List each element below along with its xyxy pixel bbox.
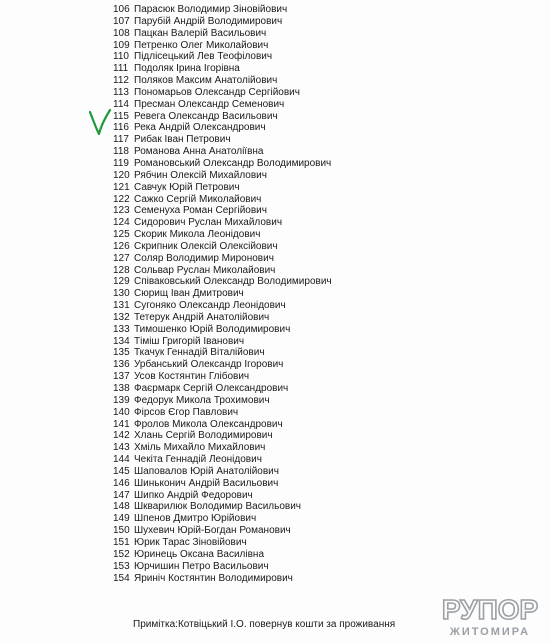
list-item bbox=[113, 87, 433, 99]
list-item bbox=[113, 134, 433, 146]
list-item-name: Рябчин Олексій Михайлович bbox=[134, 169, 267, 181]
footnote: Примітка:Котвіцький І.О. повернув кошти за проживання bbox=[133, 619, 396, 630]
list-item-number: 153 bbox=[113, 560, 130, 572]
list-item-number: 128 bbox=[113, 264, 130, 276]
list-item bbox=[113, 537, 433, 549]
list-item bbox=[113, 395, 433, 407]
list-item-name: Сугоняко Олександр Леонідович bbox=[134, 300, 286, 312]
list-item-name: Соляр Володимир Миронович bbox=[134, 252, 274, 264]
list-item-number: 113 bbox=[113, 86, 129, 98]
list-item bbox=[113, 336, 433, 348]
list-item-number: 152 bbox=[113, 548, 130, 560]
list-item bbox=[113, 501, 433, 513]
list-item-name: Федорук Микола Трохимович bbox=[134, 394, 270, 406]
list-item bbox=[113, 347, 433, 359]
list-item-name: Пономарьов Олександр Сергійович bbox=[134, 86, 300, 98]
list-item-name: Ревега Олександр Васильович bbox=[134, 110, 278, 122]
list-item-number: 148 bbox=[113, 501, 130, 513]
list-item bbox=[113, 549, 433, 561]
list-item-number: 143 bbox=[113, 442, 130, 454]
list-item bbox=[113, 99, 433, 111]
list-item-number: 124 bbox=[113, 217, 130, 229]
list-item-name: Шпенов Дмитро Юрійович bbox=[134, 513, 257, 525]
list-item-name: Юринець Оксана Василівна bbox=[134, 548, 265, 560]
list-item-name: Хміль Михайло Михайлович bbox=[134, 442, 266, 454]
list-item-number: 127 bbox=[113, 252, 130, 264]
list-item-name: Ткачук Геннадій Віталійович bbox=[134, 347, 265, 359]
list-item bbox=[113, 454, 433, 466]
list-item-name: Поляков Максим Анатолійович bbox=[134, 75, 278, 87]
list-item bbox=[113, 359, 433, 371]
list-item bbox=[113, 28, 433, 40]
list-item-name: Тіміш Григорій Іванович bbox=[134, 335, 245, 347]
list-item bbox=[113, 51, 433, 63]
list-item-name: Романовський Олександр Володимирович bbox=[134, 157, 332, 169]
list-item-number: 122 bbox=[113, 193, 130, 205]
list-item bbox=[113, 75, 433, 87]
list-item-number: 109 bbox=[113, 39, 130, 51]
list-item-number: 131 bbox=[113, 300, 130, 312]
list-item-number: 136 bbox=[113, 359, 130, 371]
list-item-name: Юрик Тарас Зіновійович bbox=[134, 536, 247, 548]
list-item bbox=[113, 300, 433, 312]
list-item bbox=[113, 182, 433, 194]
list-item-name: Тимошенко Юрій Володимирович bbox=[134, 323, 291, 335]
list-item-number: 106 bbox=[113, 4, 130, 15]
list-item-name: Скрипник Олексій Олексійович bbox=[134, 240, 278, 252]
list-item-number: 137 bbox=[113, 371, 130, 383]
list-item-number: 118 bbox=[113, 146, 129, 158]
list-item-name: Фаєрмарк Сергій Олександрович bbox=[134, 383, 289, 394]
list-item-name: Урбанський Олександр Ігорович bbox=[134, 359, 284, 371]
list-item-number: 150 bbox=[113, 525, 130, 537]
list-item-name: Шухевич Юрій-Богдан Романович bbox=[134, 525, 291, 537]
list-item-number: 145 bbox=[113, 465, 130, 477]
list-item-name: Сюрищ Іван Дмитрович bbox=[134, 288, 244, 300]
list-item-number: 116 bbox=[113, 122, 129, 134]
list-item bbox=[113, 205, 433, 217]
list-item-number: 147 bbox=[113, 489, 130, 501]
list-item bbox=[113, 146, 433, 158]
list-item-number: 142 bbox=[113, 430, 130, 442]
list-item-name: Парасюк Володимир Зіновійович bbox=[134, 4, 288, 15]
list-item bbox=[113, 63, 433, 75]
list-item bbox=[113, 324, 433, 336]
list-item-name: Шкварилюк Володимир Васильович bbox=[134, 501, 301, 513]
list-item bbox=[113, 40, 433, 52]
list-item bbox=[113, 371, 433, 383]
list-item bbox=[113, 4, 433, 16]
list-item-name: Фірсов Єгор Павлович bbox=[134, 406, 239, 418]
list-item-number: 119 bbox=[113, 157, 129, 169]
list-item-name: Пацкан Валерій Васильович bbox=[134, 27, 267, 39]
list-item bbox=[113, 158, 433, 170]
list-item-number: 134 bbox=[113, 335, 130, 347]
list-item-name: Фролов Микола Олександрович bbox=[134, 418, 283, 430]
list-item-name: Підлісецький Лев Теофілович bbox=[134, 51, 273, 63]
list-item-name: Усов Костянтин Глібович bbox=[134, 371, 250, 383]
list-item-number: 111 bbox=[113, 63, 129, 75]
list-item-name: Скорик Микола Леонідович bbox=[134, 229, 261, 241]
list-item-name: Савчук Юрій Петрович bbox=[134, 181, 240, 193]
list-item-name: Яриніч Костянтин Володимирович bbox=[134, 572, 293, 584]
list-item-number: 123 bbox=[113, 205, 130, 217]
list-item bbox=[113, 513, 433, 525]
list-item bbox=[113, 241, 433, 253]
list-item bbox=[113, 312, 433, 324]
list-item-name: Шипко Андрій Федорович bbox=[134, 489, 253, 501]
list-item-name: Семенуха Роман Сергійович bbox=[134, 205, 267, 217]
list-item-number: 126 bbox=[113, 240, 130, 252]
list-item-name: Юрчишин Петро Васильович bbox=[134, 560, 269, 572]
list-item-name: Романова Анна Анатоліївна bbox=[134, 146, 264, 158]
list-item-number: 135 bbox=[113, 347, 130, 359]
list-item-number: 110 bbox=[113, 51, 129, 63]
list-item-number: 140 bbox=[113, 406, 130, 418]
list-item-name: Парубій Андрій Володимирович bbox=[134, 15, 283, 27]
list-item-name: Тетерук Андрій Анатолійович bbox=[134, 311, 270, 323]
list-item-number: 120 bbox=[113, 169, 130, 181]
list-item bbox=[113, 407, 433, 419]
list-item bbox=[113, 217, 433, 229]
list-item bbox=[113, 276, 433, 288]
list-item bbox=[113, 111, 433, 123]
list-item-name: Чекіта Геннадій Леонідович bbox=[134, 454, 262, 466]
list-item-name: Сажко Сергій Миколайович bbox=[134, 193, 262, 205]
list-item bbox=[113, 253, 433, 265]
list-item bbox=[113, 419, 433, 431]
list-item bbox=[113, 442, 433, 454]
list-item bbox=[113, 525, 433, 537]
list-item-number: 149 bbox=[113, 513, 130, 525]
list-item bbox=[113, 430, 433, 442]
list-item bbox=[113, 229, 433, 241]
list-item bbox=[113, 573, 433, 585]
list-item-name: Рибак Іван Петрович bbox=[134, 134, 231, 146]
list-item-number: 129 bbox=[113, 276, 130, 288]
list-item-number: 117 bbox=[113, 134, 129, 146]
list-item-number: 121 bbox=[113, 181, 130, 193]
list-item bbox=[113, 466, 433, 478]
list-item bbox=[113, 288, 433, 300]
list-item-number: 130 bbox=[113, 288, 130, 300]
list-item bbox=[113, 122, 433, 134]
list-item-name: Подоляк Ірина Ігорівна bbox=[134, 63, 240, 75]
list-item-number: 108 bbox=[113, 27, 130, 39]
list-item-number: 154 bbox=[113, 572, 130, 584]
list-item-name: Шаповалов Юрій Анатолійович bbox=[134, 465, 279, 477]
list-item-number: 146 bbox=[113, 477, 130, 489]
list-item-name: Сольвар Руслан Миколайович bbox=[134, 264, 276, 276]
list-item bbox=[113, 383, 433, 395]
list-item-number: 115 bbox=[113, 110, 129, 122]
list-item bbox=[113, 265, 433, 277]
list-item-number: 138 bbox=[113, 383, 130, 394]
list-item bbox=[113, 490, 433, 502]
list-item-number: 114 bbox=[113, 98, 129, 110]
watermark-line-2: ЖИТОМИРА bbox=[449, 626, 531, 638]
list-item-name: Шиньконич Андрій Васильович bbox=[134, 477, 279, 489]
rupor-zhytomyra-logo bbox=[436, 591, 544, 639]
list-item-name: Хлань Сергій Володимирович bbox=[134, 430, 273, 442]
list-item bbox=[113, 561, 433, 573]
deputy-list bbox=[113, 4, 433, 584]
watermark-line-1: РУПОР bbox=[441, 594, 539, 625]
list-item-number: 125 bbox=[113, 229, 130, 241]
list-item-name: Сидорович Руслан Михайлович bbox=[134, 217, 283, 229]
list-item-name: Река Андрій Олександрович bbox=[134, 122, 266, 134]
list-item-name: Пресман Олександр Семенович bbox=[134, 98, 285, 110]
list-item-name: Петренко Олег Миколайович bbox=[134, 39, 269, 51]
list-item-number: 107 bbox=[113, 15, 130, 27]
list-item-number: 112 bbox=[113, 75, 129, 87]
list-item-number: 151 bbox=[113, 536, 130, 548]
list-item-number: 133 bbox=[113, 323, 130, 335]
list-item-number: 139 bbox=[113, 394, 130, 406]
list-item-number: 141 bbox=[113, 418, 130, 430]
list-item-number: 132 bbox=[113, 311, 130, 323]
list-item bbox=[113, 170, 433, 182]
list-item-name: Співаковський Олександр Володимирович bbox=[134, 276, 332, 288]
list-item-number: 144 bbox=[113, 454, 130, 466]
handwritten-checkmark-icon bbox=[88, 108, 112, 136]
list-item bbox=[113, 16, 433, 28]
list-item bbox=[113, 478, 433, 490]
list-item bbox=[113, 194, 433, 206]
